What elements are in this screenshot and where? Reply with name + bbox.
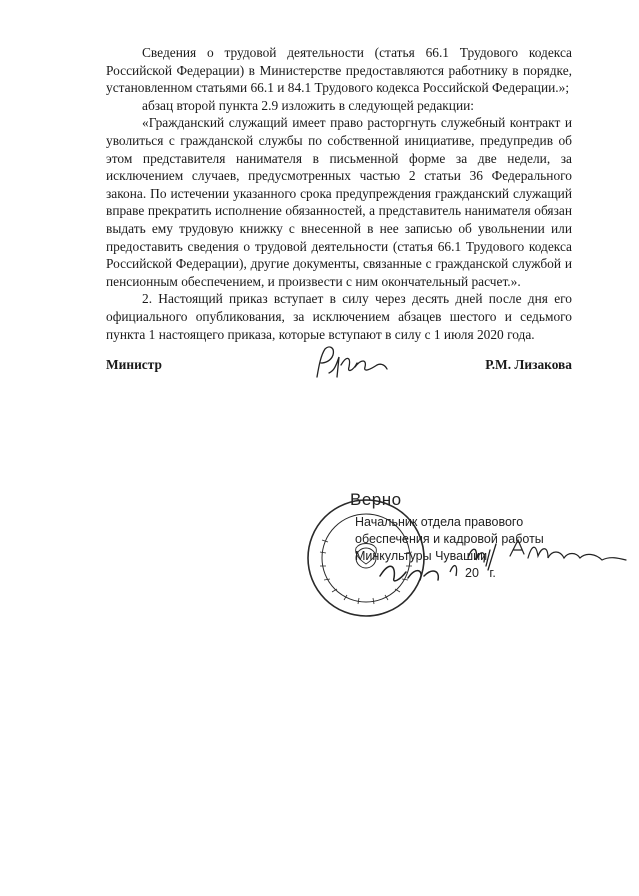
cert-line-3: Минкультуры Чувашии bbox=[355, 549, 488, 563]
handwritten-signature bbox=[311, 343, 391, 385]
signatory-position: Министр bbox=[106, 357, 162, 372]
certification-text bbox=[355, 514, 544, 582]
paragraph-1: Сведения о трудовой деятельности (статья 66.1 Трудового кодекса Российской Федерации) в Министерстве предоставляются работнику в порядке, установленном статьями 66.1 и 84.1 Трудового кодекса Российской Федерации.»; bbox=[106, 45, 572, 96]
paragraph-3: «Гражданский служащий имеет право расторгнуть служебный контракт и уволиться с гражданской службы по собственной инициативе, предупредив об этом представителя нанимателя в письменной форме за две недели, за исключением случаев, предусмотренных частью 2 статьи 36 Федерального закона. По истечении указанного срока предупреждения гражданский служащий вправе прекратить исполнение обязанностей, а представитель нанимателя обязан выдать ему трудовую книжку с внесенной в нее записью об увольнении или предоставить сведения о трудовой деятельности (статья 66.1 Трудового кодекса Российской Федерации), другие документы, связанные с гражданской службой и пенсионным обеспечением, и произвести с ним окончательный расчет.». bbox=[106, 115, 572, 289]
cert-line-1: Начальник отдела правового bbox=[355, 515, 524, 529]
stamp-verno: Верно bbox=[350, 490, 402, 509]
paragraph-4: 2. Настоящий приказ вступает в силу через десять дней после дня его официального опубликования, за исключением абзацев шестого и седьмого пункта 1 настоящего приказа, которые вступают в силу с 1 июля 2020 года. bbox=[106, 291, 572, 342]
cert-line-2: обеспечения и кадровой работы bbox=[355, 532, 544, 546]
signature-block bbox=[106, 355, 572, 385]
document-body bbox=[106, 44, 572, 343]
cert-year-end: г. bbox=[489, 566, 496, 580]
paragraph-2: абзац второй пункта 2.9 изложить в следующей редакции: bbox=[142, 97, 475, 113]
signatory-name: Р.М. Лизакова bbox=[485, 357, 572, 372]
cert-date-line bbox=[355, 565, 544, 582]
cert-year-prefix: 20 bbox=[465, 566, 479, 580]
